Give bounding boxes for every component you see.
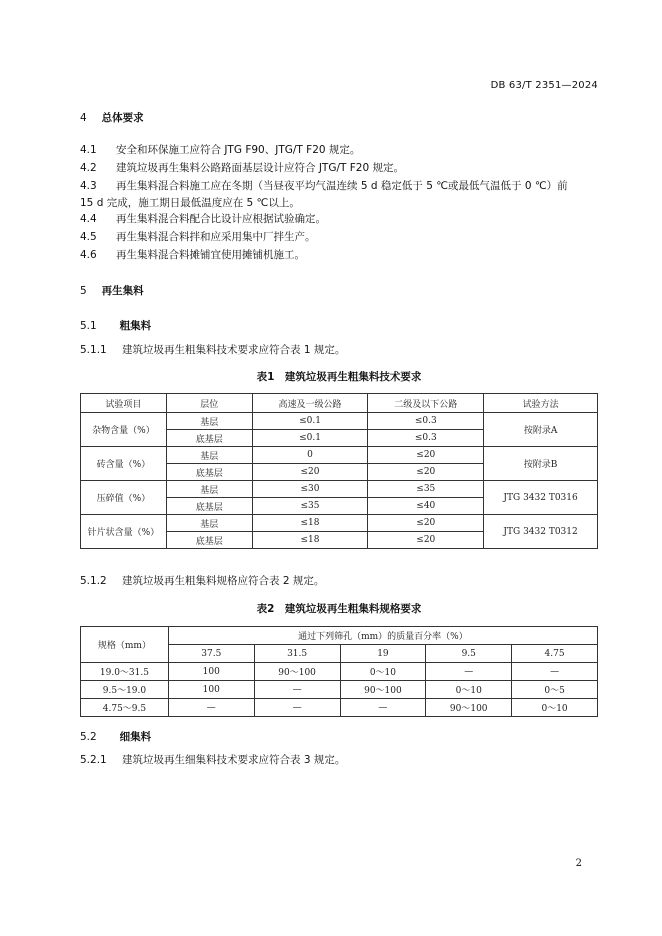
table-header-row (81, 627, 598, 645)
clause-number: 5.1.1 (80, 344, 107, 356)
table-row (81, 481, 598, 498)
value-cell: — (254, 681, 340, 699)
clause-text: 再生集料混合料配合比设计应根据试验确定。 (116, 213, 326, 225)
header-cell: 试验方法 (484, 394, 598, 413)
layer-cell: 底基层 (166, 498, 252, 515)
sieve-size-cell: 9.5 (426, 645, 512, 663)
table-row (81, 515, 598, 532)
value-cell: 90～100 (340, 681, 426, 699)
value-cell: 100 (168, 663, 254, 681)
clause-4-4 (80, 210, 600, 228)
value-cell: ≤18 (252, 532, 368, 549)
section-title: 再生集料 (101, 285, 144, 297)
test-method-cell: JTG 3432 T0312 (484, 515, 598, 549)
table-1-caption: 表1 建筑垃圾再生粗集料技术要求 (256, 371, 422, 383)
section-title: 总体要求 (101, 112, 144, 124)
subsection-title: 细集料 (119, 731, 152, 743)
layer-cell: 基层 (166, 413, 252, 430)
value-cell: ≤20 (368, 447, 484, 464)
spec-cell: 19.0～31.5 (81, 663, 169, 681)
subsection-5-2-heading (80, 729, 151, 744)
section-4-heading (80, 110, 144, 125)
value-cell: ≤35 (368, 481, 484, 498)
subsection-number: 5.1 (80, 320, 97, 332)
header-cell: 高速及一级公路 (252, 394, 368, 413)
clause-number: 4.4 (80, 213, 97, 225)
clause-number: 4.2 (80, 162, 97, 174)
section-number: 4 (80, 112, 87, 124)
section-number: 5 (80, 285, 87, 297)
document-code: DB 63/T 2351—2024 (490, 80, 598, 91)
value-cell: — (340, 699, 426, 717)
clause-number: 4.5 (80, 231, 97, 243)
value-cell: 0 (252, 447, 368, 464)
value-cell: ≤30 (252, 481, 368, 498)
layer-cell: 底基层 (166, 464, 252, 481)
table-row (81, 447, 598, 464)
value-cell: 0～5 (512, 681, 598, 699)
clause-text: 再生集料混合料摊铺宜使用摊铺机施工。 (116, 249, 305, 261)
value-cell: ≤0.1 (252, 413, 368, 430)
value-cell: 90～100 (254, 663, 340, 681)
table-row (81, 699, 598, 717)
value-cell: — (512, 663, 598, 681)
clause-number: 5.2.1 (80, 754, 107, 766)
clause-5-2-1 (80, 751, 600, 769)
clause-5-1-1 (80, 341, 600, 359)
clause-number: 4.6 (80, 249, 97, 261)
clause-4-5 (80, 228, 600, 246)
subsection-5-1-heading (80, 318, 151, 333)
table-row (81, 413, 598, 430)
subsection-title: 粗集料 (119, 320, 152, 332)
value-cell: ≤40 (368, 498, 484, 515)
table-2-caption: 表2 建筑垃圾再生粗集料规格要求 (256, 603, 422, 615)
table-row (81, 681, 598, 699)
table-1 (80, 393, 598, 549)
value-cell: — (426, 663, 512, 681)
test-item-cell: 杂物含量（%） (81, 413, 167, 447)
value-cell: ≤20 (368, 515, 484, 532)
clause-text: 再生集料混合料拌和应采用集中厂拌生产。 (116, 231, 316, 243)
value-cell: ≤35 (252, 498, 368, 515)
value-cell: 100 (168, 681, 254, 699)
table-header-row (81, 394, 598, 413)
clause-4-3-continuation: 15 d 完成，施工期日最低温度应在 5 ℃以上。 (80, 197, 300, 209)
value-cell: ≤18 (252, 515, 368, 532)
value-cell: ≤0.3 (368, 413, 484, 430)
test-item-cell: 砖含量（%） (81, 447, 167, 481)
sieve-size-cell: 19 (340, 645, 426, 663)
value-cell: — (168, 699, 254, 717)
clause-number: 4.3 (80, 180, 97, 192)
clause-text: 建筑垃圾再生细集料技术要求应符合表 3 规定。 (122, 754, 346, 766)
table-row (81, 663, 598, 681)
value-cell: 0～10 (426, 681, 512, 699)
sieve-size-cell: 31.5 (254, 645, 340, 663)
test-method-cell: 按附录A (484, 413, 598, 447)
clause-4-3 (80, 177, 600, 195)
header-cell: 试验项目 (81, 394, 167, 413)
test-item-cell: 压碎值（%） (81, 481, 167, 515)
value-cell: — (254, 699, 340, 717)
clause-number: 5.1.2 (80, 575, 107, 587)
sieve-size-cell: 4.75 (512, 645, 598, 663)
spec-cell: 9.5～19.0 (81, 681, 169, 699)
clause-text: 再生集料混合料施工应在冬期（当昼夜平均气温连续 5 d 稳定低于 5 ℃或最低气温低于 0 ℃）前 (116, 180, 568, 192)
layer-cell: 基层 (166, 447, 252, 464)
clause-5-1-2 (80, 572, 600, 590)
spec-header-cell: 规格（mm） (81, 627, 169, 663)
value-cell: ≤20 (252, 464, 368, 481)
sieve-group-header-cell: 通过下列筛孔（mm）的质量百分率（%） (168, 627, 597, 645)
subsection-number: 5.2 (80, 731, 97, 743)
test-item-cell: 针片状含量（%） (81, 515, 167, 549)
clause-4-6 (80, 246, 600, 264)
layer-cell: 底基层 (166, 430, 252, 447)
clause-text: 建筑垃圾再生粗集料规格应符合表 2 规定。 (122, 575, 325, 587)
spec-cell: 4.75～9.5 (81, 699, 169, 717)
clause-text: 建筑垃圾再生粗集料技术要求应符合表 1 规定。 (122, 344, 346, 356)
value-cell: ≤20 (368, 464, 484, 481)
clause-number: 4.1 (80, 144, 97, 156)
clause-text: 建筑垃圾再生集料公路路面基层设计应符合 JTG/T F20 规定。 (116, 162, 405, 174)
value-cell: ≤0.1 (252, 430, 368, 447)
sieve-size-cell: 37.5 (168, 645, 254, 663)
page-number: 2 (575, 858, 582, 869)
layer-cell: 基层 (166, 515, 252, 532)
clause-4-1 (80, 141, 600, 159)
value-cell: 90～100 (426, 699, 512, 717)
header-cell: 二级及以下公路 (368, 394, 484, 413)
clause-text: 安全和环保施工应符合 JTG F90、JTG/T F20 规定。 (116, 144, 361, 156)
test-method-cell: JTG 3432 T0316 (484, 481, 598, 515)
header-cell: 层位 (166, 394, 252, 413)
value-cell: ≤0.3 (368, 430, 484, 447)
value-cell: 0～10 (512, 699, 598, 717)
layer-cell: 底基层 (166, 532, 252, 549)
clause-4-2 (80, 159, 600, 177)
table-2 (80, 626, 598, 717)
value-cell: 0～10 (340, 663, 426, 681)
layer-cell: 基层 (166, 481, 252, 498)
test-method-cell: 按附录B (484, 447, 598, 481)
section-5-heading (80, 283, 144, 298)
value-cell: ≤20 (368, 532, 484, 549)
